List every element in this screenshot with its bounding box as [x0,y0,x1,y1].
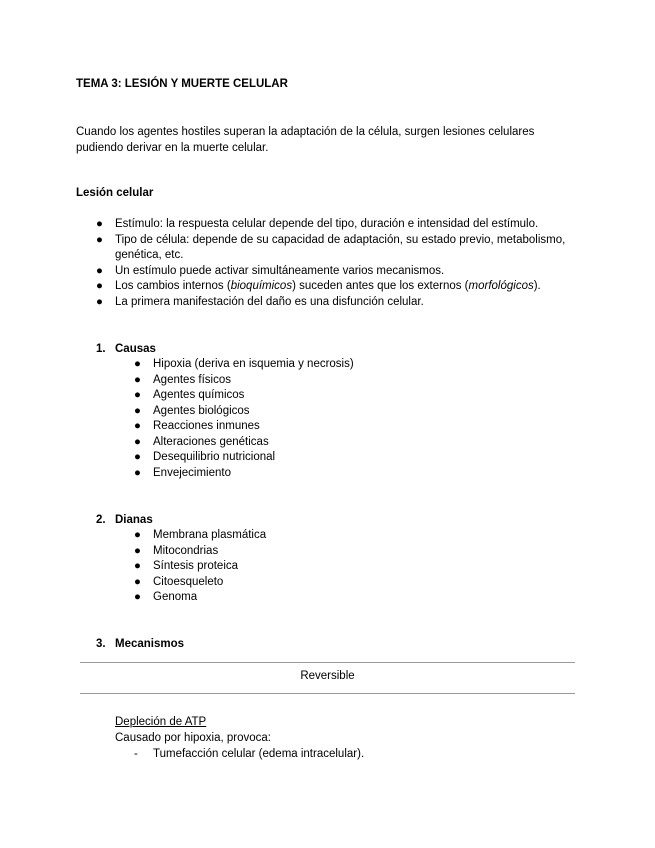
bullet-icon: ● [134,435,141,448]
table-header-reversible: Reversible [300,670,355,682]
list-item: ● Hipoxia (deriva en isquemia y necrosis) [134,357,354,373]
bullet-icon: ● [96,295,103,308]
bullet-icon: ● [134,575,141,588]
list-item: ● Alteraciones genéticas [134,435,354,451]
bullet-icon: ● [134,560,141,572]
list-item: ● Desequilibrio nutricional [134,450,354,466]
bullet-icon: ● [134,358,141,370]
bullet-icon: ● [134,544,141,557]
dash-icon: - [134,748,138,760]
bullet-icon: ● [134,591,141,603]
bullet-icon: ● [96,218,103,230]
table-top-border [80,662,575,663]
list-item: ● Envejecimiento [134,466,354,482]
bullet-icon: ● [134,389,141,401]
bullet-icon: ● [96,233,103,246]
bullet-icon: ● [134,373,141,386]
atp-subtitle: Causado por hipoxia, provoca: [115,732,271,744]
section-heading-mecanismos: 3. Mecanismos [96,638,185,650]
list-item: ● Un estímulo puede activar simultáneamente varios mecanismos. [96,264,586,280]
causas-list [134,357,354,481]
bullet-icon: ● [134,451,141,463]
list-item: ● Citoesqueleto [134,575,266,591]
section-heading-lesion: Lesión celular [76,187,154,199]
list-item: ● Agentes biológicos [134,404,354,420]
bullet-icon: ● [134,404,141,417]
bullet-icon: ● [134,529,141,541]
list-item: ● Agentes químicos [134,388,354,404]
section-heading-causas: 1. Causas [96,343,156,355]
list-item: ● Agentes físicos [134,373,354,389]
dianas-list [134,528,266,606]
page-title: TEMA 3: LESIÓN Y MUERTE CELULAR [76,78,288,90]
list-item: ● Membrana plasmática [134,528,266,544]
list-item: ● Mitocondrias [134,544,266,560]
list-item: ● Genoma [134,590,266,606]
bullet-icon: ● [96,264,103,277]
list-item: - Tumefacción celular (edema intracelular). [134,748,365,760]
table-bottom-border [80,693,575,694]
bullet-icon: ● [134,466,141,479]
list-item: ● Reacciones inmunes [134,419,354,435]
bullet-icon: ● [134,420,141,432]
atp-heading: Depleción de ATP [115,716,207,728]
intro-paragraph: Cuando los agentes hostiles superan la adaptación de la célula, surgen lesiones celulares pudiendo derivar en la muerte celular. [76,126,535,154]
section-heading-dianas: 2. Dianas [96,514,153,526]
list-item: ● Tipo de célula: depende de su capacidad de adaptación, su estado previo, metabolismo, genética, etc. [96,233,566,261]
list-item: ● Estímulo: la respuesta celular depende del tipo, duración e intensidad del estímulo. [96,217,586,233]
list-item: ● La primera manifestación del daño es una disfunción celular. [96,295,586,311]
list-item: ● Los cambios internos (bioquímicos) suceden antes que los externos (morfológicos). [96,279,586,295]
list-item: ● Síntesis proteica [134,559,266,575]
lesion-bullet-list [96,217,586,310]
bullet-icon: ● [96,280,103,292]
